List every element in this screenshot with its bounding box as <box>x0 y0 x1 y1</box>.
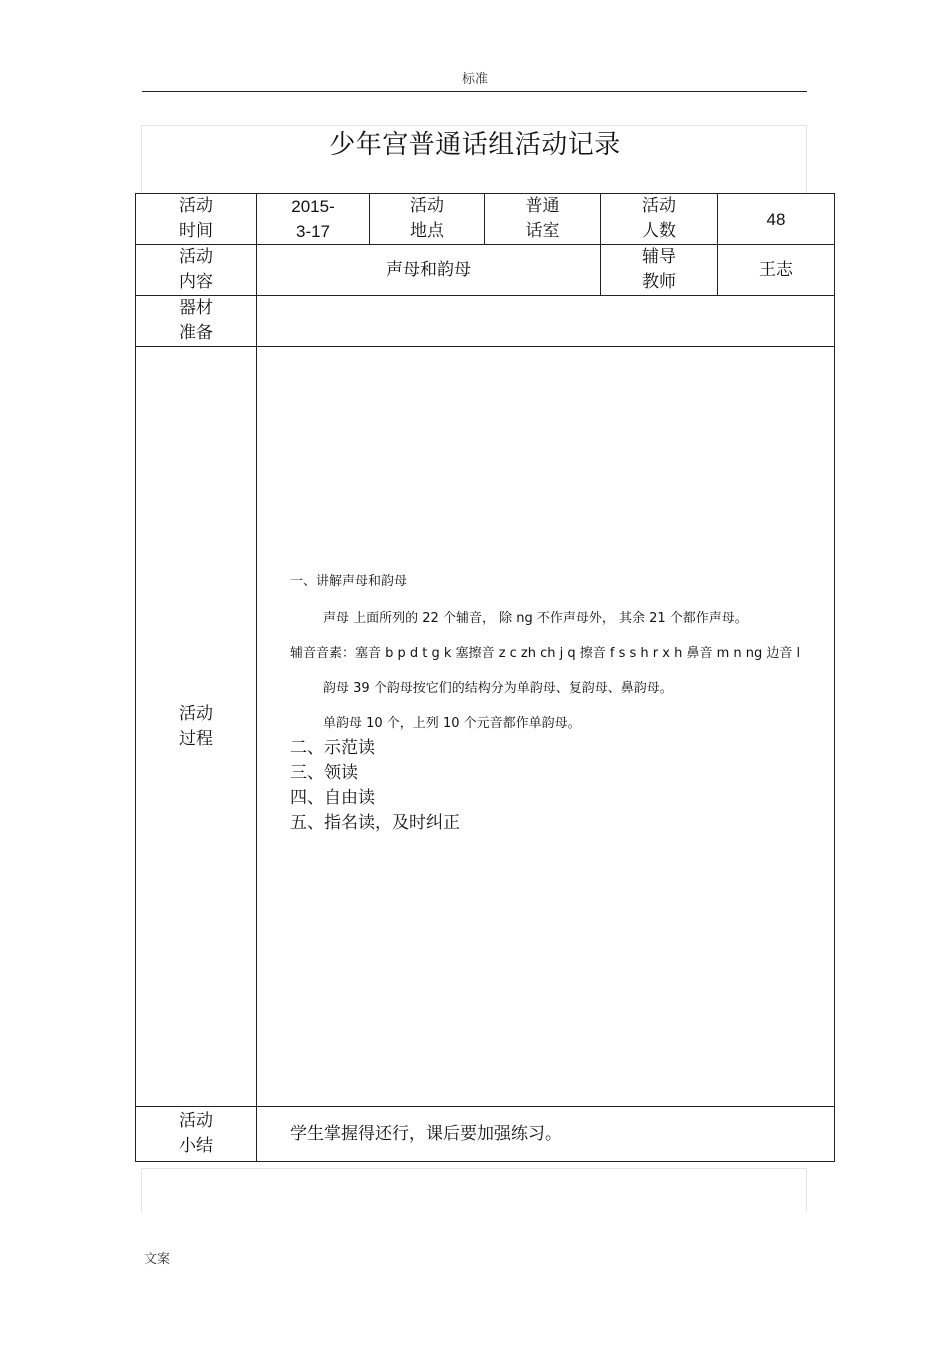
header-rule <box>142 91 807 92</box>
process-content <box>257 347 835 1107</box>
step-item: 五、指名读，及时纠正 <box>290 813 460 833</box>
content-value: 声母和韵母 <box>257 245 601 296</box>
row-time-place-count <box>136 194 835 245</box>
paragraph-consonants: 辅音音素：塞音 b p d t g k 塞擦音 z c zh ch j q 擦音 f s s h r x h 鼻音 m n ng 边音 l <box>290 646 801 661</box>
count-label: 活动 人数 <box>601 194 718 245</box>
page-header: 标准 <box>461 72 488 87</box>
content-label: 活动 内容 <box>136 245 257 296</box>
count-value: 48 <box>718 194 835 245</box>
time-value: 2015- 3-17 <box>257 194 370 245</box>
step-item: 四、自由读 <box>290 788 375 808</box>
step-list <box>290 736 806 836</box>
next-page-frame <box>141 1168 807 1212</box>
teacher-label: 辅导 教师 <box>601 245 718 296</box>
step-item: 二、示范读 <box>290 738 375 758</box>
row-content-teacher <box>136 245 835 296</box>
document-title: 少年宫普通话组活动记录 <box>329 130 621 160</box>
summary-text: 学生掌握得还行，课后要加强练习。 <box>257 1107 835 1162</box>
paragraph-finals: 韵母 39 个韵母按它们的结构分为单韵母、复韵母、鼻韵母。 <box>323 681 673 696</box>
equipment-label: 器材 准备 <box>136 296 257 347</box>
place-label: 活动 地点 <box>370 194 485 245</box>
step-item: 三、领读 <box>290 763 358 783</box>
teacher-value: 王志 <box>718 245 835 296</box>
process-label: 活动 过程 <box>136 347 257 1107</box>
place-value: 普通 话室 <box>485 194 601 245</box>
row-summary <box>136 1107 835 1162</box>
row-process <box>136 347 835 1107</box>
activity-record-table <box>135 193 835 1162</box>
row-equipment <box>136 296 835 347</box>
summary-label: 活动 小结 <box>136 1107 257 1162</box>
page-footer: 文案 <box>144 1252 171 1267</box>
paragraph-single-finals: 单韵母 10 个，上列 10 个元音都作单韵母。 <box>323 716 581 731</box>
equipment-value <box>257 296 835 347</box>
time-label: 活动 时间 <box>136 194 257 245</box>
paragraph-initials: 声母 上面所列的 22 个辅音， 除 ng 不作声母外， 其余 21 个都作声母。 <box>323 611 748 626</box>
process-body <box>290 572 806 836</box>
section-title: 一、讲解声母和韵母 <box>290 574 408 589</box>
